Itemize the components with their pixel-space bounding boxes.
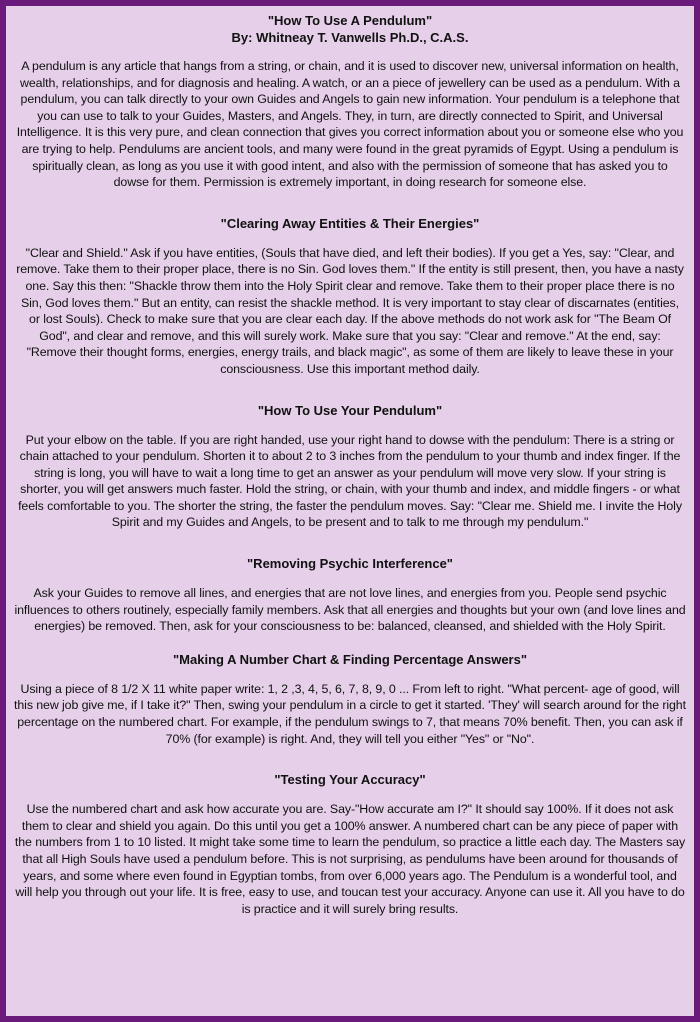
section-heading-testing-accuracy: "Testing Your Accuracy"	[274, 772, 426, 788]
section-body-psychic-interference: Ask your Guides to remove all lines, and energies that are not love lines, and energies from you. People send psychic influences to others routinely, especially family members. Ask that all energies and thoughts but your own (and love lines and energies) be removed. Then, ask for your consciousness to be: balanced, cleansed, and shielded with the Holy Spirit.	[14, 586, 686, 634]
section-body-testing-accuracy: Use the numbered chart and ask how accurate you are. Say-"How accurate am I?" It should say 100%. If it does not ask them to clear and shield you again. Do this until you get a 100% answer. A numbered chart can be any piece of paper with the numbers from 1 to 10 listed. It might take some time to learn the pendulum, so practice a little each day. The Masters say that all High Souls have used a pendulum before. This is not surprising, as pendulums have been around for thousands of years, and some where even found in Egyptian tombs, from over 6,000 years ago. The Pendulum is a wonderful tool, and will help you through out your life. It is free, easy to use, and toucan test your accuracy. Anyone can use it. All you have to do is practice and it will surely bring results.	[14, 802, 686, 916]
title-block	[14, 12, 686, 46]
document-title: "How To Use A Pendulum"	[267, 13, 433, 28]
section-heading-psychic-interference: "Removing Psychic Interference"	[247, 556, 453, 572]
document-page	[6, 6, 694, 1016]
section-body-clearing-entities: "Clear and Shield." Ask if you have entities, (Souls that have died, and left their bodies). If you get a Yes, say: "Clear, and remove. Take them to their proper place, there is no Sin. God loves them." If the entity is still present, then, you have a nasty one. Say this then: "Shackle throw them into the Holy Spirit clear and remove. Take them to their proper place there is no Sin, God loves them." But an entity, can resist the shackle method. It is very important to stay clear of discarnates (entities, or lost Souls). Check to make sure that you are clear each day. If the above methods do not work ask for "The Beam Of God", and clear and remove, and this will surely work. Make sure that you say: "Clear and remove." At the end, say: "Remove their thought forms, energies, energy trails, and black magic", as some of them are likely to leave these in your consciousness. Use this important method daily.	[16, 245, 684, 376]
section-heading-number-chart: "Making A Number Chart & Finding Percentage Answers"	[173, 651, 527, 667]
document-byline: By: Whitneay T. Vanwells Ph.D., C.A.S.	[231, 30, 469, 45]
section-heading-how-to-use: "How To Use Your Pendulum"	[257, 402, 443, 418]
section-body-number-chart: Using a piece of 8 1/2 X 11 white paper write: 1, 2 ,3, 4, 5, 6, 7, 8, 9, 0 ... From left to right. "What percent- age of good, will this new job give me, if I take it?" Then, swing your pendulum in a circle to get it started. 'They' will search around for the right percentage on the numbered chart. For example, if the pendulum swings to 7, that means 70% benefit. Then, you can ask if 70% (for example) is right. And, they will tell you either "Yes" or "No".	[14, 681, 686, 746]
section-body-how-to-use: Put your elbow on the table. If you are right handed, use your right hand to dowse with the pendulum: There is a string or chain attached to your pendulum. Shorten it to about 2 to 3 inches from the pendulum to your thumb and index finger. If the string is long, you will have to wait a long time to get an answer as your pendulum will move very slow. If your string is shorter, you will get answers much faster. Hold the string, or chain, with your thumb and index, and middle fingers - or what feels comfortable to you. The shorter the string, the faster the pendulum moves. Say: "Clear me. Shield me. I invite the Holy Spirit and my Guides and Angels, to be present and to talk to me through my pendulum."	[18, 432, 682, 530]
section-heading-clearing-entities: "Clearing Away Entities & Their Energies"	[220, 215, 480, 231]
intro-paragraph: A pendulum is any article that hangs from a string, or chain, and it is used to discover new, universal information on health, wealth, relationships, and for diagnosis and healing. A watch, or an a piece of jewellery can be used as a pendulum. With a pendulum, you can talk directly to your own Guides and Angels to gain new information. Your pendulum is a telephone that you can use to talk to your Guides, Masters, and Angels. They, in turn, are directly connected to Spirit, and Universal Intelligence. It is this very pure, and clean connection that gives you correct information about you or someone else who you are trying to help. Pendulums are ancient tools, and many were found in the great pyramids of Egypt. Using a pendulum is spiritually clean, as long as you use it with good intent, and also with the permission of someone that has asked you to dowse for them. Permission is extremely important, in doing research for someone else.	[16, 59, 684, 190]
